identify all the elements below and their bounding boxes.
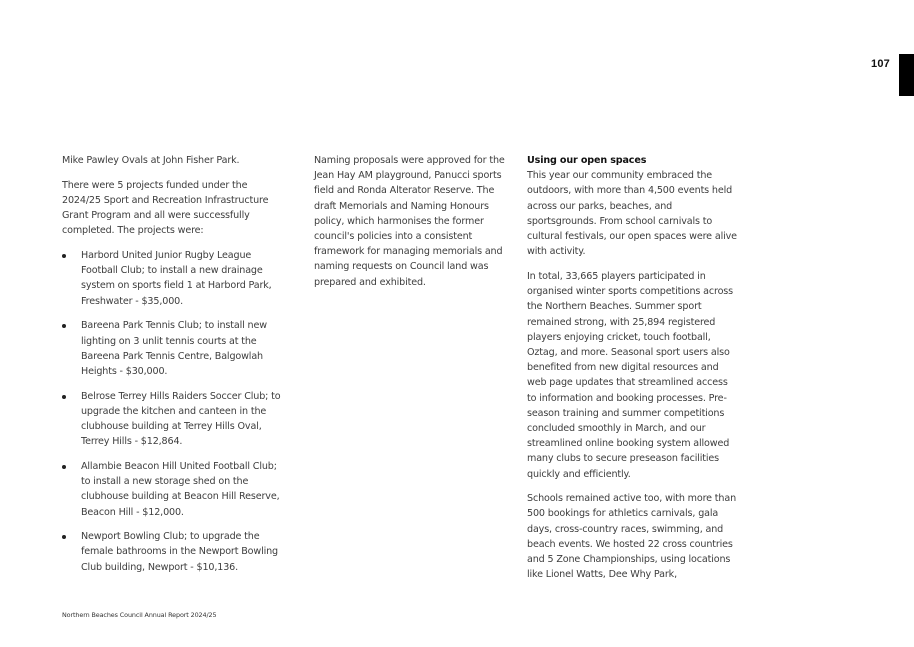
section-edge-tab	[899, 54, 914, 96]
page-number: 107	[871, 58, 890, 70]
projects-list	[62, 248, 284, 575]
project-text: Bareena Park Tennis Club; to install new lighting on 3 unlit tennis courts at the Bareena Park Tennis Centre, Balgowlah Heights - $30,000.	[81, 320, 267, 377]
section-heading: Using our open spaces	[527, 155, 647, 166]
project-text: Belrose Terrey Hills Raiders Soccer Club; to upgrade the kitchen and canteen in the clubhouse building at Terrey Hills Oval, Terrey Hills - $12,864.	[81, 390, 281, 448]
bullet-icon	[62, 535, 66, 539]
intro-paragraph: Mike Pawley Ovals at John Fisher Park.	[62, 155, 240, 166]
bullet-icon	[62, 324, 66, 328]
players-paragraph: In total, 33,665 players participated in organised winter sports competitions across the Northern Beaches. Summer sport remained strong, with 25,894 registered players enjoying cricket, touch football, Oztag, and more. Seasonal sport users also benefited from new digital resources and web page updates that streamlined access to information and booking processes. Pre-season training and summer competitions concluded smoothly in March, and our streamlined online booking system allowed many clubs to secure preseason facilities quickly and efficiently.	[527, 270, 733, 480]
column-2	[314, 153, 514, 299]
bullet-icon	[62, 395, 66, 399]
page-footer: Northern Beaches Council Annual Report 2024/25	[62, 611, 217, 619]
list-item	[62, 318, 284, 379]
project-text: Harbord United Junior Rugby League Football Club; to install a new drainage system on sports field 1 at Harbord Park, Freshwater - $35,000.	[81, 250, 272, 307]
list-item	[62, 459, 284, 520]
column-1	[62, 153, 284, 584]
list-item	[62, 529, 284, 575]
list-item	[62, 248, 284, 309]
column-3	[527, 153, 737, 592]
bullet-icon	[62, 465, 66, 469]
bullet-icon	[62, 254, 66, 258]
project-text: Newport Bowling Club; to upgrade the female bathrooms in the Newport Bowling Club building, Newport - $10,136.	[81, 531, 278, 573]
naming-proposals-paragraph: Naming proposals were approved for the Jean Hay AM playground, Panucci sports field and Ronda Alterator Reserve. The draft Memorials and Naming Honours policy, which harmonises the former council's policies into a consistent framework for managing memorials and naming requests on Council land was prepared and exhibited.	[314, 155, 505, 288]
list-item	[62, 389, 284, 450]
open-spaces-section	[527, 153, 737, 259]
open-spaces-paragraph: This year our community embraced the outdoors, with more than 4,500 events held across our parks, beaches, and sportsgrounds. From school carnivals to cultural festivals, our open spaces were alive with activity.	[527, 170, 737, 258]
project-text: Allambie Beacon Hill United Football Club; to install a new storage shed on the clubhouse building at Beacon Hill Reserve, Beacon Hill - $12,000.	[81, 460, 280, 518]
schools-paragraph: Schools remained active too, with more than 500 bookings for athletics carnivals, gala days, cross-country races, swimming, and beach events. We hosted 22 cross countries and 5 Zone Championships, using locations like Lionel Watts, Dee Why Park,	[527, 493, 737, 581]
grant-program-paragraph: There were 5 projects funded under the 2024/25 Sport and Recreation Infrastructure Grant Program and all were successfully completed. The projects were:	[62, 179, 269, 237]
